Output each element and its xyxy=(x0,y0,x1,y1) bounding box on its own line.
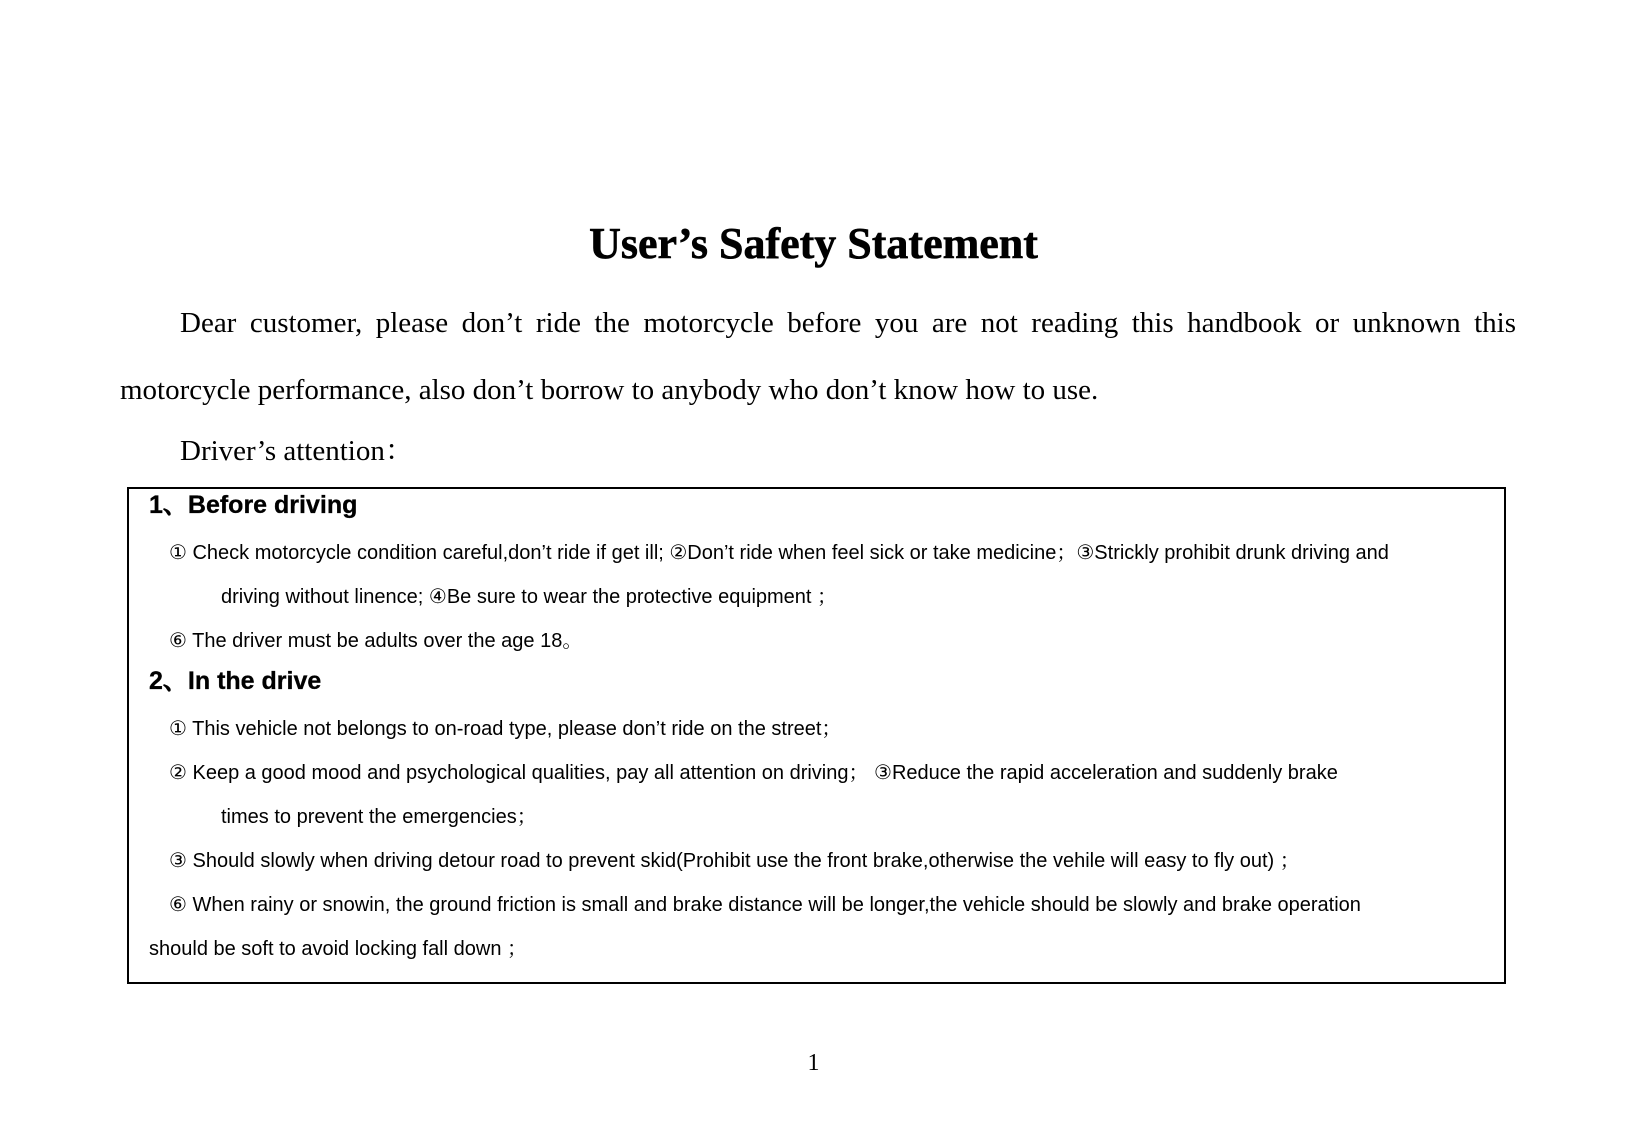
page-number: 1 xyxy=(807,1050,820,1076)
before-driving-item-6: ⑥ The driver must be adults over the age 18。 xyxy=(169,630,583,652)
in-drive-item-3: ③ Should slowly when driving detour road to prevent skid(Prohibit use the front brake,otherwise the vehile will easy to fly out) ； xyxy=(169,850,1300,872)
section-heading-in-the-drive: 2、In the drive xyxy=(149,667,322,695)
attention-box xyxy=(127,487,1506,984)
attention-label: Driver’s attention： xyxy=(180,435,414,467)
intro-paragraph: Dear customer, please don’t ride the motorcycle before you are not reading this handbook or unknown this motorcycle performance, also don’t borrow to anybody who don’t know how to use. xyxy=(120,307,1516,406)
before-driving-item-1-continued: driving without linence; ④Be sure to wear the protective equipment ； xyxy=(221,586,838,608)
in-drive-item-2: ② Keep a good mood and psychological qualities, pay all attention on driving； ③Reduce the rapid acceleration and suddenly brake xyxy=(169,762,1338,784)
in-drive-item-1: ① This vehicle not belongs to on-road type, please don’t ride on the street； xyxy=(169,718,842,740)
before-driving-item-1: ① Check motorcycle condition careful,don’t ride if get ill; ②Don’t ride when feel sick or take medicine；③Strickly prohibit drunk driving and xyxy=(169,542,1389,564)
in-drive-item-6-continued: should be soft to avoid locking fall down ； xyxy=(149,938,527,960)
page-title: User’s Safety Statement xyxy=(589,219,1038,268)
in-drive-item-6: ⑥ When rainy or snowin, the ground friction is small and brake distance will be longer,the vehicle should be slowly and brake operation xyxy=(169,894,1361,916)
section-heading-before-driving: 1、Before driving xyxy=(149,491,358,519)
in-drive-item-2-continued: times to prevent the emergencies； xyxy=(221,806,537,828)
